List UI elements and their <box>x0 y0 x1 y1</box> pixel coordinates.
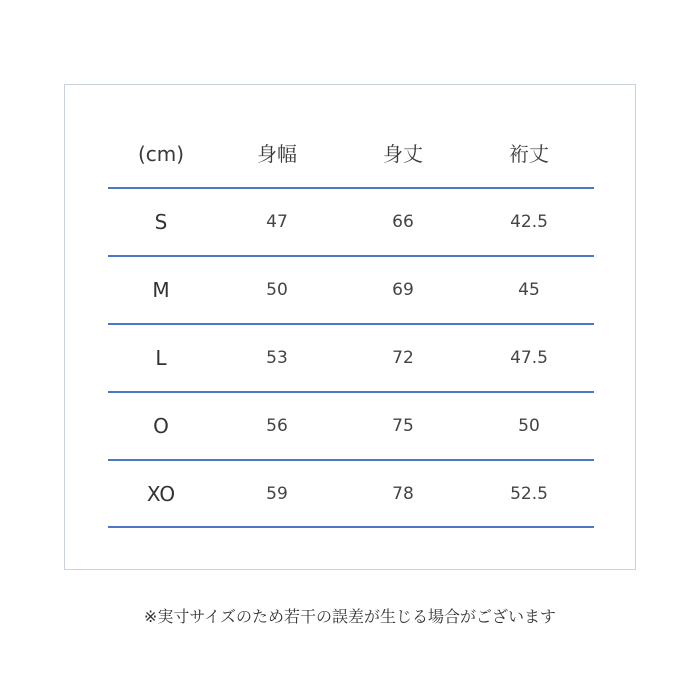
sleeve-value: 52.5 <box>510 484 548 504</box>
measurement-note: ※実寸サイズのため若干の誤差が生じる場合がございます <box>143 607 557 626</box>
size-label: XO <box>146 482 176 506</box>
table-row <box>108 460 594 528</box>
table-row <box>108 324 594 392</box>
size-label: L <box>155 346 167 370</box>
table-header-row <box>108 120 594 188</box>
sleeve-value: 47.5 <box>510 348 548 368</box>
sleeve-value: 42.5 <box>510 212 548 232</box>
sleeve-value: 50 <box>518 416 540 436</box>
table-row <box>108 256 594 324</box>
table-row <box>108 392 594 460</box>
table-bottom-rule <box>108 526 594 528</box>
header-unit: (cm) <box>137 142 185 166</box>
width-value: 59 <box>266 484 288 504</box>
size-label: S <box>154 210 168 234</box>
length-value: 69 <box>392 280 414 300</box>
width-value: 47 <box>266 212 288 232</box>
length-value: 75 <box>392 416 414 436</box>
table-row <box>108 188 594 256</box>
size-label: O <box>153 414 169 438</box>
length-value: 66 <box>392 212 414 232</box>
size-label: M <box>152 278 170 302</box>
header-sleeve: 裄丈 <box>509 142 549 166</box>
header-length: 身丈 <box>383 142 423 166</box>
width-value: 53 <box>266 348 288 368</box>
width-value: 56 <box>266 416 288 436</box>
length-value: 78 <box>392 484 414 504</box>
length-value: 72 <box>392 348 414 368</box>
width-value: 50 <box>266 280 288 300</box>
sleeve-value: 45 <box>518 280 540 300</box>
header-width: 身幅 <box>257 142 297 166</box>
